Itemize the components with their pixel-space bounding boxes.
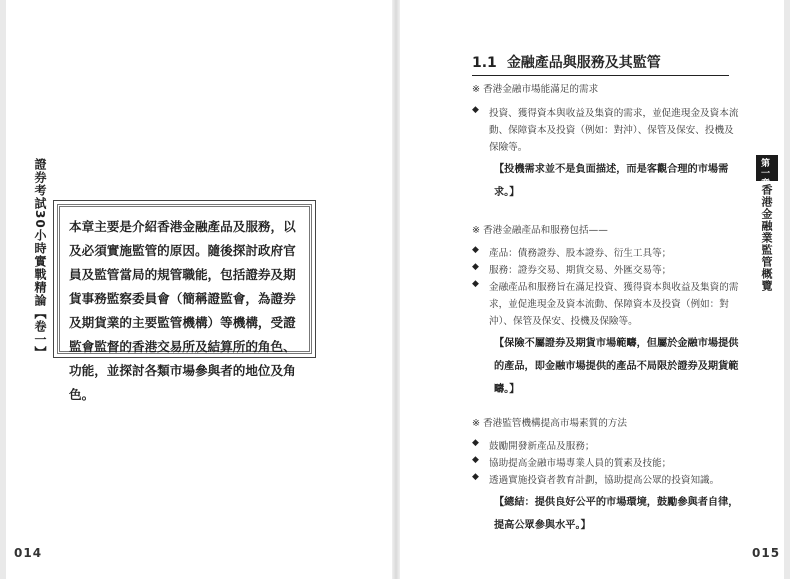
list-item-text: 產品：債務證券、股本證券、衍生工具等； <box>489 248 672 259</box>
list-item-text: 鼓勵開發新產品及服務； <box>489 441 595 452</box>
page-number-left: 014 <box>14 546 43 560</box>
diamond-bullet-icon: ◆ <box>472 245 479 255</box>
diamond-bullet-icon: ◆ <box>472 279 479 289</box>
block-heading: ※ 香港金融市場能滿足的需求 <box>472 84 599 95</box>
chapter-summary-box <box>53 200 316 402</box>
section-title: 金融產品與服務及其監管 <box>506 55 661 71</box>
section-content <box>472 82 740 537</box>
chapter-title: 香港金融業監管概覽 <box>760 184 773 292</box>
diamond-bullet-icon: ◆ <box>472 455 479 465</box>
diamond-bullet-icon: ◆ <box>472 262 479 272</box>
list-item <box>472 262 740 279</box>
right-page-edge <box>784 0 790 579</box>
block-heading: ※ 香港金融產品和服務包括—— <box>472 225 608 236</box>
list-item <box>472 438 740 455</box>
list-item-text: 服務：證券交易、期貨交易、外匯交易等； <box>489 265 672 276</box>
book-gutter <box>392 0 400 579</box>
list-item <box>472 455 740 472</box>
summary-inner-frame <box>57 204 312 402</box>
list-item-text: 投資、獲得資本與收益及集資的需求，並促進現金及資本流動、保障資本及投資（例如：對沖）、保管及保安、投機及保險等。 <box>489 108 739 153</box>
block-heading: ※ 香港監管機構提高市場素質的方法 <box>472 418 627 429</box>
note-text: 【投機需求並不是負面描述，而是客觀合理的市場需求。】 <box>494 163 729 198</box>
list-item <box>472 105 740 156</box>
list-item-text: 協助提高金融市場專業人員的質素及技能； <box>489 458 672 469</box>
note-text: 【總結：提供良好公平的市場環境，鼓勵參與者自律，提高公眾參與水平。】 <box>494 496 739 531</box>
list-item <box>472 279 740 330</box>
running-title: 證券考試30小時實戰精論【卷一】 <box>33 158 47 359</box>
section-number: 1.1 <box>472 55 497 71</box>
left-page-edge <box>0 0 6 579</box>
list-item <box>472 245 740 262</box>
diamond-bullet-icon: ◆ <box>472 438 479 448</box>
list-item-text: 透過實施投資者教育計劃，協助提高公眾的投資知識。 <box>489 475 720 486</box>
page-number-right: 015 <box>752 546 781 560</box>
chapter-summary-text: 本章主要是介紹香港金融產品及服務，以及必須實施監管的原因。隨後探討政府官員及監管當局的規管職能，包括證券及期貨事務監察委員會（簡稱證監會，為證券及期貨業的主要監管機構）等機構，受證監會監督的香港交易所及結算所的角色、功能，並探討各類市場參與者的地位及角色。 <box>69 219 296 402</box>
list-item-text: 金融產品和服務旨在滿足投資、獲得資本與收益及集資的需求，並促進現金及資本流動、保障資本及投資（例如：對沖）、保管及保安、投機及保險等。 <box>489 282 739 327</box>
note-text: 【保險不屬證券及期貨市場範疇，但屬於金融市場提供的產品，即金融市場提供的產品不局限於證券及期貨範疇。】 <box>494 337 739 395</box>
diamond-bullet-icon: ◆ <box>472 105 479 115</box>
list-item <box>472 472 740 489</box>
chapter-label: 第一章 <box>759 158 769 188</box>
diamond-bullet-icon: ◆ <box>472 472 479 482</box>
section-heading <box>472 52 729 76</box>
